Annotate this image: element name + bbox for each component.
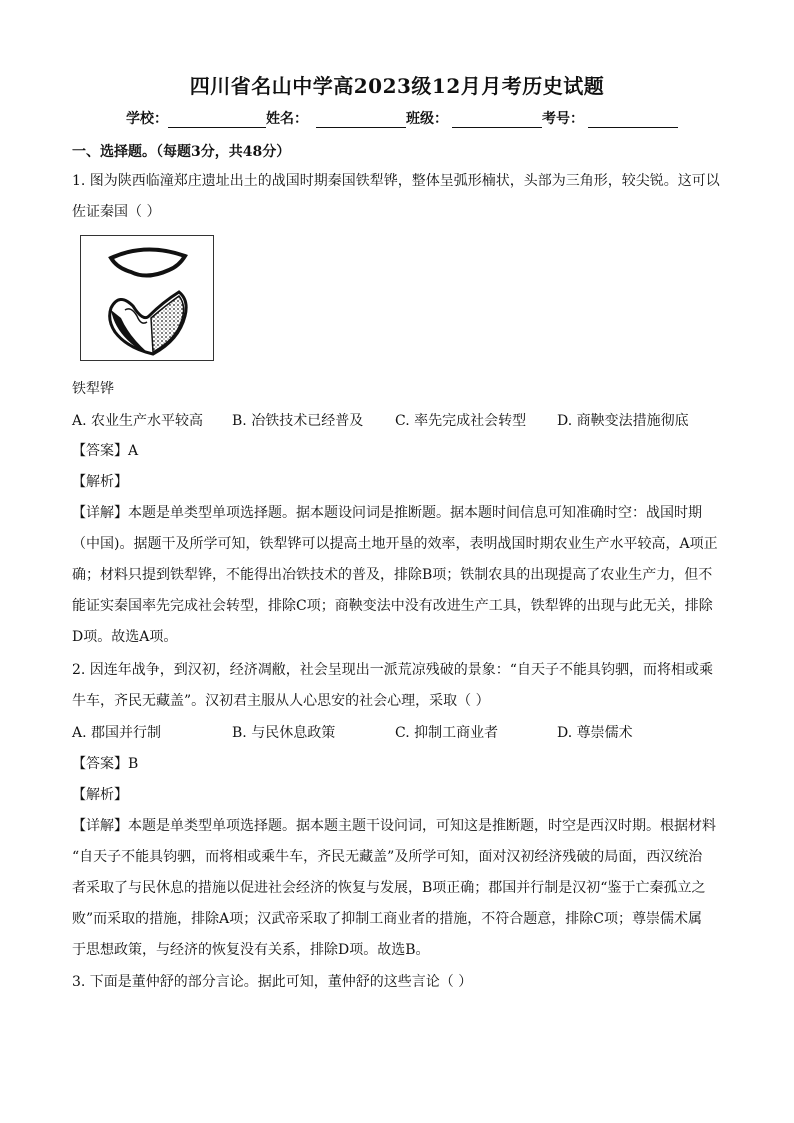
q3-stem: 3. 下面是董仲舒的部分言论。据此可知，董仲舒的这些言论（ ）	[72, 974, 473, 990]
name-blank	[316, 113, 406, 128]
q1-stem-line2: 佐证秦国（ ）	[72, 204, 161, 220]
q2-option-d: D. 尊崇儒术	[557, 725, 633, 741]
q1-detail-line: D项。故选A项。	[72, 629, 178, 645]
class-blank	[452, 113, 542, 128]
q1-detail-line: （中国)。据题干及所学可知，铁犁铧可以提高土地开垦的效率，表明战国时期农业生产水平较高，A项正	[72, 536, 718, 552]
q1-figure-caption: 铁犁铧	[72, 381, 114, 397]
section-title: 一、选择题。（每题3分，共48分）	[72, 144, 291, 160]
q1-answer: 【答案】A	[72, 443, 139, 459]
name-label: 姓名：	[266, 111, 308, 127]
q1-analysis-label: 【解析】	[72, 474, 128, 490]
q2-option-c: C. 抑制工商业者	[395, 725, 499, 741]
plowshare-illustration	[81, 236, 213, 360]
q2-detail-line: 者采取了与民休息的措施以促进社会经济的恢复与发展，B项正确；郡国并行制是汉初“鉴于亡秦孤立之	[72, 880, 706, 896]
q1-option-c: C. 率先完成社会转型	[395, 413, 527, 429]
school-blank	[168, 113, 266, 128]
q1-detail-line: 【详解】本题是单类型单项选择题。据本题设问词是推断题。据本题时间信息可知准确时空：战国时期	[72, 505, 702, 521]
q2-stem-line1: 2. 因连年战争，到汉初，经济凋敝，社会呈现出一派荒凉残破的景象：“自天子不能具钧驷，而将相或乘	[72, 662, 713, 678]
q1-detail-line: 确；材料只提到铁犁铧，不能得出冶铁技术的普及，排除B项；铁制农具的出现提高了农业生产力，但不	[72, 567, 713, 583]
number-label: 考号：	[542, 111, 584, 127]
school-label: 学校：	[126, 111, 168, 127]
q2-analysis-label: 【解析】	[72, 787, 128, 803]
q2-stem-line2: 牛车，齐民无藏盖”。汉初君主服从人心思安的社会心理，采取（ ）	[72, 693, 490, 709]
q2-detail-line: 于思想政策，与经济的恢复没有关系，排除D项。故选B。	[72, 942, 430, 958]
page-title: 四川省名山中学高2023级12月月考历史试题	[189, 74, 605, 98]
q1-option-d: D. 商鞅变法措施彻底	[557, 413, 689, 429]
student-info-row	[126, 108, 678, 128]
q1-detail-line: 能证实秦国率先完成社会转型，排除C项；商鞅变法中没有改进生产工具，铁犁铧的出现与此无关，排除	[72, 598, 713, 614]
q1-stem-line1: 1. 图为陕西临潼郑庄遗址出土的战国时期秦国铁犁铧，整体呈弧形楠状，头部为三角形，较尖锐。这可以	[72, 173, 720, 189]
q2-option-b: B. 与民休息政策	[232, 725, 336, 741]
q2-answer: 【答案】B	[72, 756, 139, 772]
plowshare-figure	[80, 235, 214, 361]
class-label: 班级：	[406, 111, 448, 127]
q2-detail-line: 败”而采取的措施，排除A项；汉武帝采取了抑制工商业者的措施，不符合题意，排除C项；尊崇儒术属	[72, 911, 702, 927]
q1-options	[72, 410, 732, 432]
q2-options	[72, 722, 732, 744]
q1-option-b: B. 冶铁技术已经普及	[232, 413, 364, 429]
number-blank	[588, 113, 678, 128]
q2-detail-line: 【详解】本题是单类型单项选择题。据本题主题干设问词，可知这是推断题，时空是西汉时期。根据材料	[72, 818, 716, 834]
q1-option-a: A. 农业生产水平较高	[72, 413, 204, 429]
q2-detail-line: “自天子不能具钧驷，而将相或乘牛车，齐民无藏盖”及所学可知，面对汉初经济残破的局面，西汉统治	[72, 849, 703, 865]
q2-option-a: A. 郡国并行制	[72, 725, 162, 741]
